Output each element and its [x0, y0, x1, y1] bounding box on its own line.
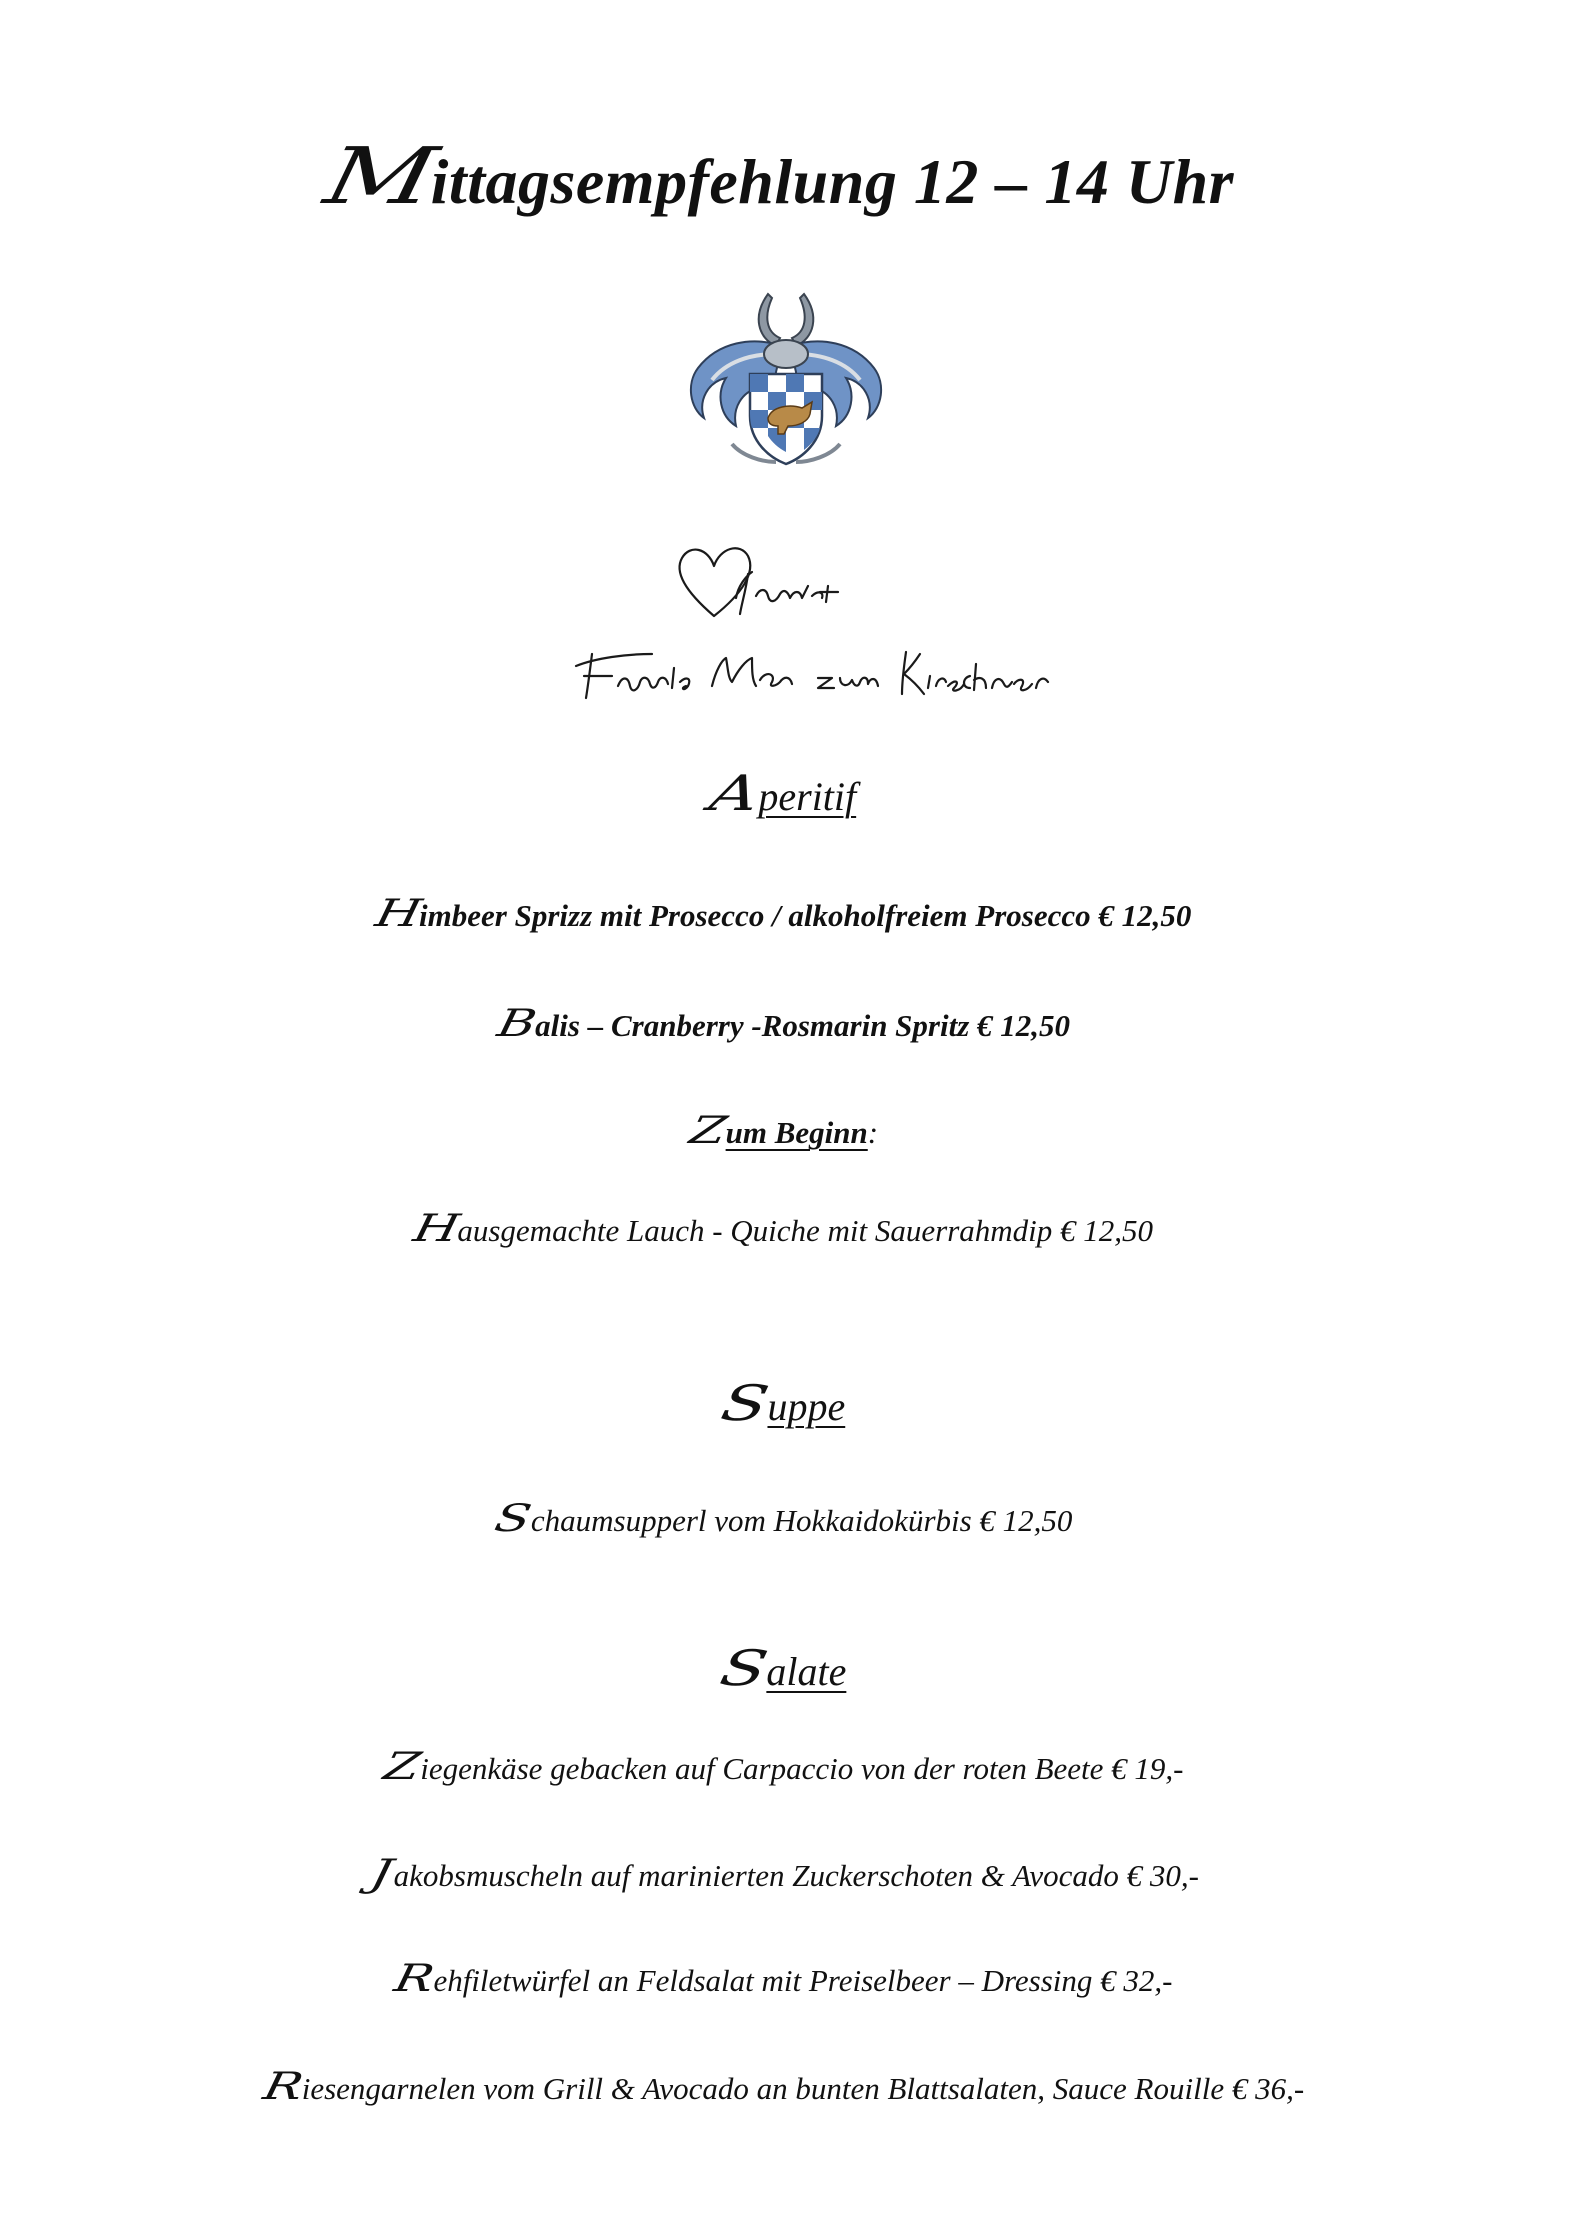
item-text: iesengarnelen vom Grill & Avocado an bunten Blattsalaten, Sauce Rouille € 36,-: [301, 2071, 1305, 2106]
menu-item: [0, 1496, 1571, 1540]
item-text: ausgemachte Lauch - Quiche mit Sauerrahmdip € 12,50: [457, 1213, 1154, 1248]
heading-initial: S: [716, 1375, 774, 1432]
item-text: chaumsupperl vom Hokkaidokürbis € 12,50: [530, 1503, 1073, 1538]
item-initial: H: [371, 891, 426, 935]
item-text: iegenkäse gebacken auf Carpaccio von der roten Beete € 19,-: [420, 1751, 1184, 1786]
menu-item: [0, 891, 1571, 935]
heading-text: alate: [766, 1649, 847, 1694]
section-heading-salate: [0, 1640, 1571, 1697]
page-title: [0, 132, 1571, 222]
menu-item: [0, 2064, 1571, 2108]
item-initial: J: [366, 1851, 397, 1895]
heading-text: uppe: [767, 1384, 846, 1429]
item-initial: R: [259, 2064, 308, 2108]
family-crest-image: [672, 276, 900, 476]
item-initial: S: [491, 1496, 536, 1540]
item-initial: R: [390, 1956, 439, 2000]
menu-item: [0, 1001, 1571, 1045]
menu-item: [0, 1206, 1571, 1250]
menu-item: [0, 1956, 1571, 2000]
item-text: imbeer Sprizz mit Prosecco / alkoholfreiem Prosecco € 12,50: [419, 898, 1192, 933]
item-text: alis – Cranberry -Rosmarin Spritz € 12,50: [535, 1008, 1071, 1043]
heading-initial: Z: [685, 1108, 731, 1152]
heading-text: peritif: [758, 774, 857, 819]
section-heading-zum-beginn: [0, 1108, 1571, 1152]
section-heading-aperitif: [0, 765, 1571, 822]
menu-item: [0, 1851, 1571, 1895]
heading-text: um Beginn: [725, 1115, 868, 1150]
item-text: ehfiletwürfel an Feldsalat mit Preiselbeer – Dressing € 32,-: [433, 1963, 1173, 1998]
item-initial: H: [409, 1206, 464, 1250]
title-text: ittagsempfehlung 12 – 14 Uhr: [430, 146, 1235, 217]
heading-initial: S: [715, 1640, 773, 1697]
section-heading-suppe: [0, 1375, 1571, 1432]
title-initial: M: [317, 132, 445, 222]
heading-initial: A: [705, 765, 765, 822]
item-initial: B: [493, 1001, 541, 1045]
menu-item: [0, 1744, 1571, 1788]
item-initial: Z: [380, 1744, 426, 1788]
item-text: akobsmuscheln auf marinierten Zuckerschoten & Avocado € 30,-: [393, 1858, 1199, 1893]
signature-image: [556, 536, 1056, 706]
heading-suffix: :: [867, 1115, 879, 1150]
